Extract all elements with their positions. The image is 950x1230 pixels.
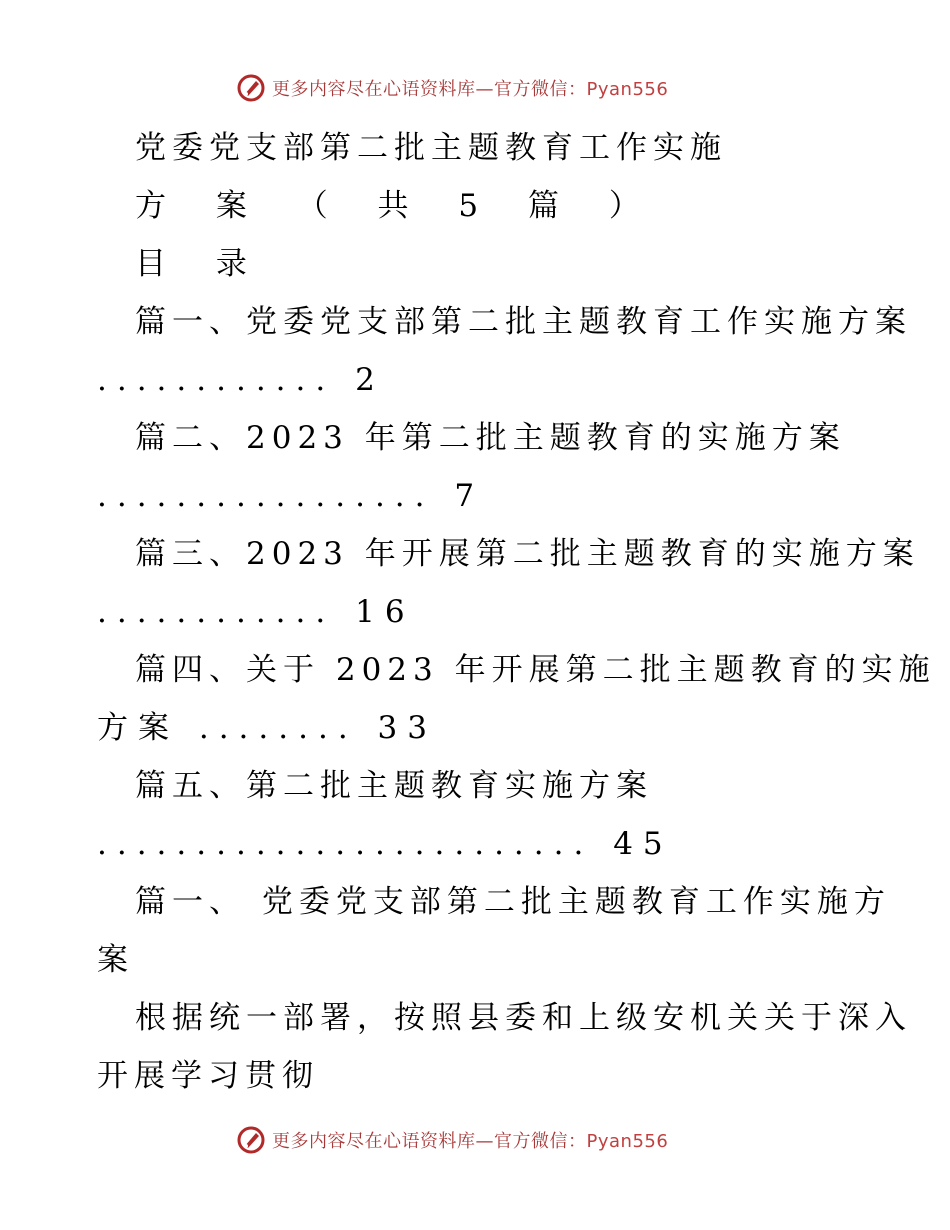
section-title-line1: 篇一、 党委党支部第二批主题教育工作实施方 <box>135 884 891 920</box>
toc-entry-3-leader: ............ 16 <box>97 594 415 630</box>
toc-entry-1-title: 篇一、党委党支部第二批主题教育工作实施方案 <box>135 304 912 340</box>
banner-main-text: 更多内容尽在心语资料库—官方微信： <box>272 1131 587 1152</box>
doc-title-line2: 方 案 （ 共 5 篇 ） <box>135 188 660 224</box>
body-paragraph-line2: 开展学习贯彻 <box>97 1058 319 1094</box>
doc-title-line1: 党委党支部第二批主题教育工作实施 <box>135 130 727 166</box>
banner-text <box>272 1127 668 1153</box>
pen-logo-icon <box>236 73 266 103</box>
toc-heading: 目 录 <box>135 246 267 282</box>
pen-logo-icon <box>236 1125 266 1155</box>
toc-entry-5-title: 篇五、第二批主题教育实施方案 <box>135 768 653 804</box>
banner-text <box>272 75 668 101</box>
toc-entry-4-leader: 方案 ........ 33 <box>97 710 437 746</box>
toc-entry-3-title: 篇三、2023 年开展第二批主题教育的实施方案 <box>135 536 920 572</box>
toc-entry-5-leader: ......................... 45 <box>97 826 673 862</box>
toc-entry-4-title: 篇四、关于 2023 年开展第二批主题教育的实施 <box>135 652 936 688</box>
toc-entry-2-leader: ................. 7 <box>97 478 485 514</box>
banner-wechat-id: Pyan556 <box>586 1131 669 1152</box>
header-banner <box>236 70 668 106</box>
banner-main-text: 更多内容尽在心语资料库—官方微信： <box>272 79 587 100</box>
body-paragraph-line1: 根据统一部署，按照县委和上级安机关关于深入 <box>135 1000 912 1036</box>
footer-banner <box>236 1122 668 1158</box>
banner-wechat-id: Pyan556 <box>586 79 669 100</box>
toc-entry-2-title: 篇二、2023 年第二批主题教育的实施方案 <box>135 420 846 456</box>
toc-entry-1-leader: ............ 2 <box>97 362 385 398</box>
section-title-line2: 案 <box>97 942 134 978</box>
